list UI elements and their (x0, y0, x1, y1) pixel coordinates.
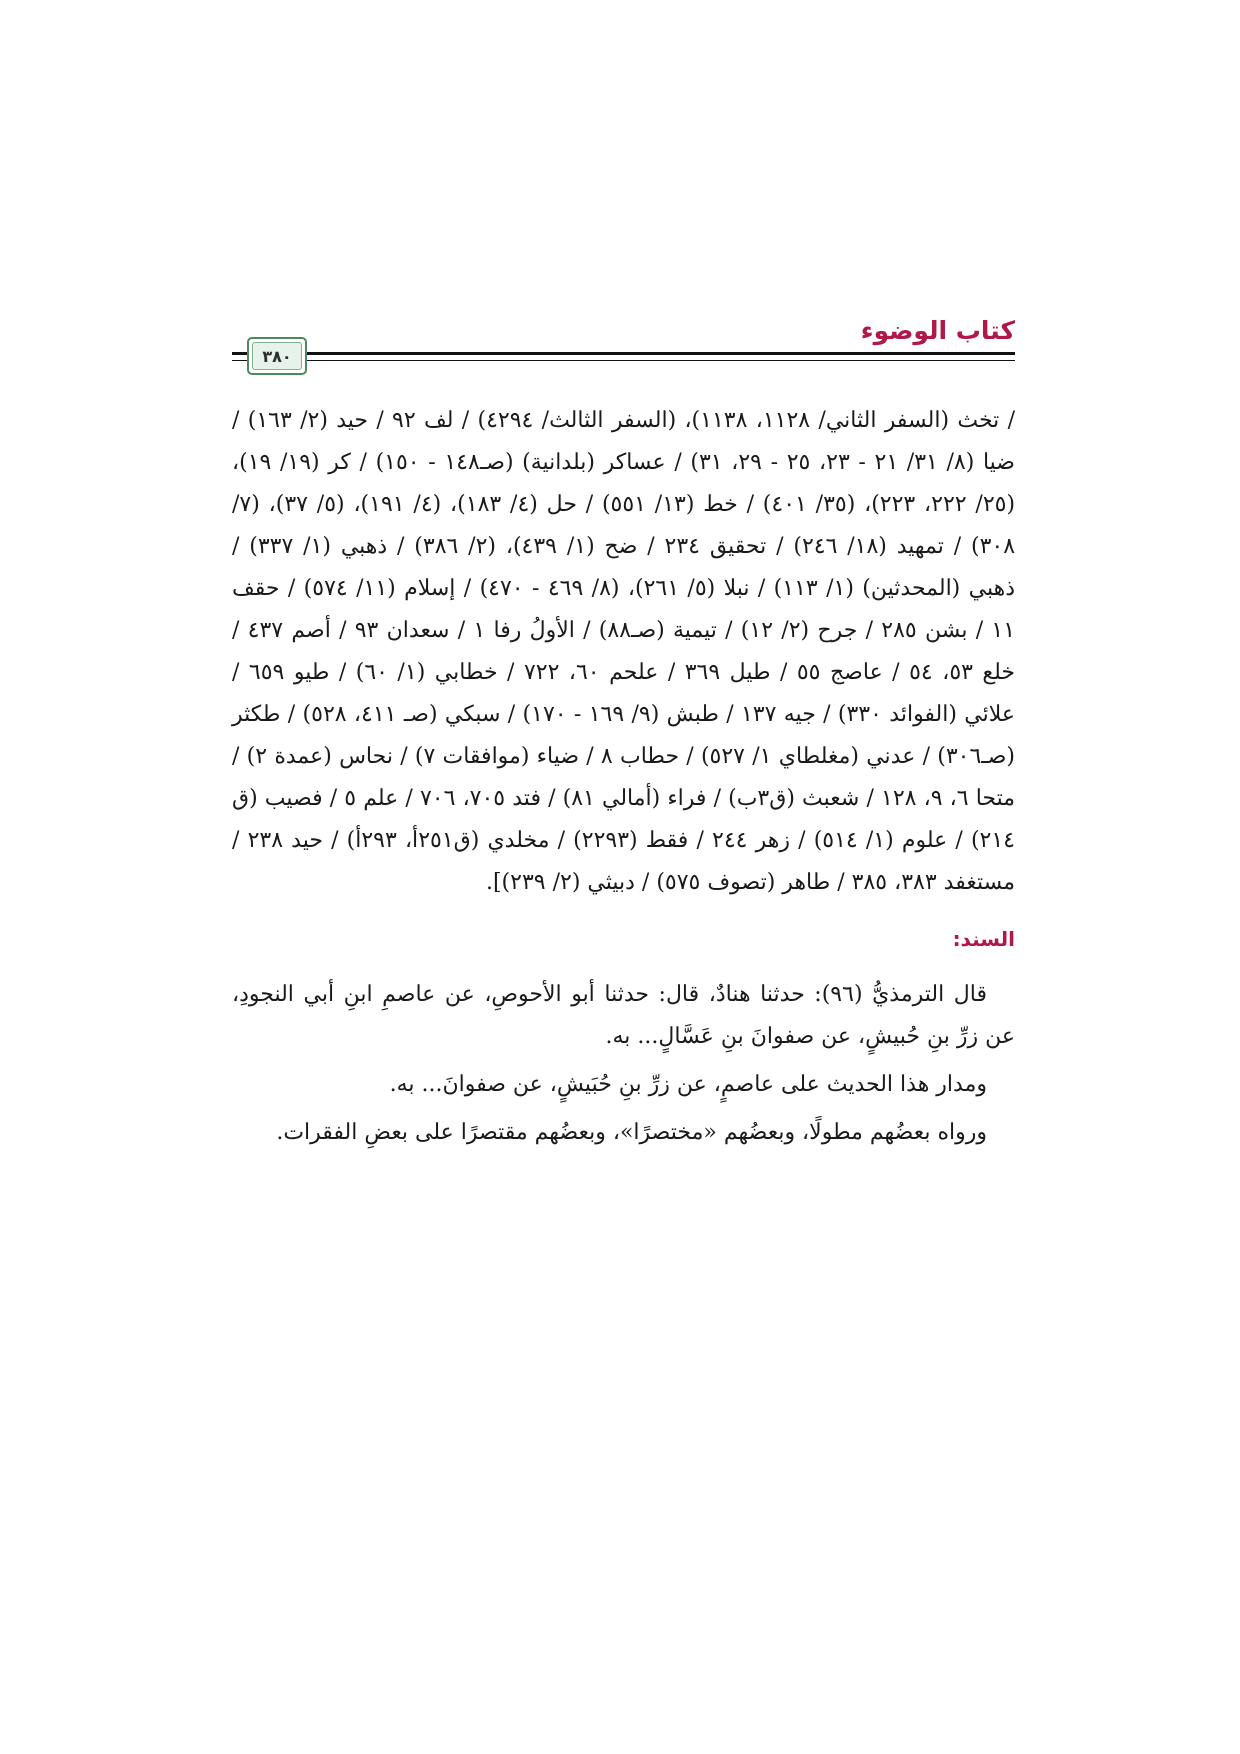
header-rule-thin (232, 360, 1015, 361)
sanad-heading: السند: (952, 927, 1015, 951)
references-text: / تخث (السفر الثاني/ ١١٢٨، ١١٣٨)، (السفر الثالث/ ٤٢٩٤) / لف ٩٢ / حيد (٢/ ١٦٣) / ضيا (٨/ ٣١/ ٢١ - ٢٣، ٢٥ - ٢٩، ٣١) / عساكر (بلدانية) (صـ١٤٨ - ١٥٠) / كر (١٩/ ١٩)، (٢٥/ ٢٢٢، ٢٢٣)، (٣٥/ ٤٠١) / خط (١٣/ ٥٥١) / حل (٤/ ١٨٣)، (٤/ ١٩١)، (٥/ ٣٧)، (٧/ ٣٠٨) / تمهيد (١٨/ ٢٤٦) / تحقيق ٢٣٤ / ضح (١/ ٤٣٩)، (٢/ ٣٨٦) / ذهبي (١/ ٣٣٧) / ذهبي (المحدثين) (١/ ١١٣) / نبلا (٥/ ٢٦١)، (٨/ ٤٦٩ - ٤٧٠) / إسلام (١١/ ٥٧٤) / حقف ١١ / بشن ٢٨٥ / جرح (٢/ ١٢) / تيمية (صـ٨٨) / الأولُ رفا ١ / سعدان ٩٣ / أصم ٤٣٧ / خلع ٥٣، ٥٤ / عاصج ٥٥ / طيل ٣٦٩ / علحم ٦٠، ٧٢٢ / خطابي (١/ ٦٠) / طيو ٦٥٩ / علائي (الفوائد ٣٣٠) / جيه ١٣٧ / طبش (٩/ ١٦٩ - ١٧٠) / سبكي (صـ ٤١١، ٥٢٨) / طكثر (صـ٣٠٦) / عدني (مغلطاي ١/ ٥٢٧) / حطاب ٨ / ضياء (موافقات ٧) / نحاس (عمدة ٢) / متحا ٦، ٩، ١٢٨ / شعبث (ق٣ب) / فراء (أمالي ٨١) / فتد ٧٠٥، ٧٠٦ / علم ٥ / فصيب (ق ٢١٤) / علوم (١/ ٥١٤) / زهر ٢٤٤ / فقط (٢٢٩٣) / مخلدي (ق٢٥١أ، ٢٩٣أ) / حيد ٢٣٨ / مستغفد ٣٨٣، ٣٨٥ / طاهر (تصوف ٥٧٥) / دبيثي (٢/ ٢٣٩)]. (232, 408, 1016, 895)
sanad-paragraph: قال الترمذيُّ (٩٦): حدثنا هنادٌ، قال: حدثنا أبو الأحوصِ، عن عاصمِ ابنِ أبي النجودِ، عن زرِّ بنِ حُبيشٍ، عن صفوانَ بنِ عَسَّالٍ... به. (232, 982, 1015, 1049)
references-block (232, 400, 1015, 904)
page-header (232, 316, 1015, 386)
sanad-paragraph: ومدار هذا الحديث على عاصمٍ، عن زرِّ بنِ حُبَيشٍ، عن صفوانَ... به. (389, 1072, 987, 1097)
page-number: ٣٨٠ (252, 342, 302, 370)
page-content (232, 400, 1015, 1160)
sanad-paragraph: ورواه بعضُهم مطولًا، وبعضُهم «مختصرًا»، وبعضُهم مقتصرًا على بعضِ الفقرات. (276, 1120, 987, 1145)
chapter-title: كتاب الوضوء (860, 316, 1015, 345)
header-rule-thick (232, 352, 1015, 355)
sanad-body (232, 974, 1015, 1154)
page-number-badge (247, 337, 307, 375)
